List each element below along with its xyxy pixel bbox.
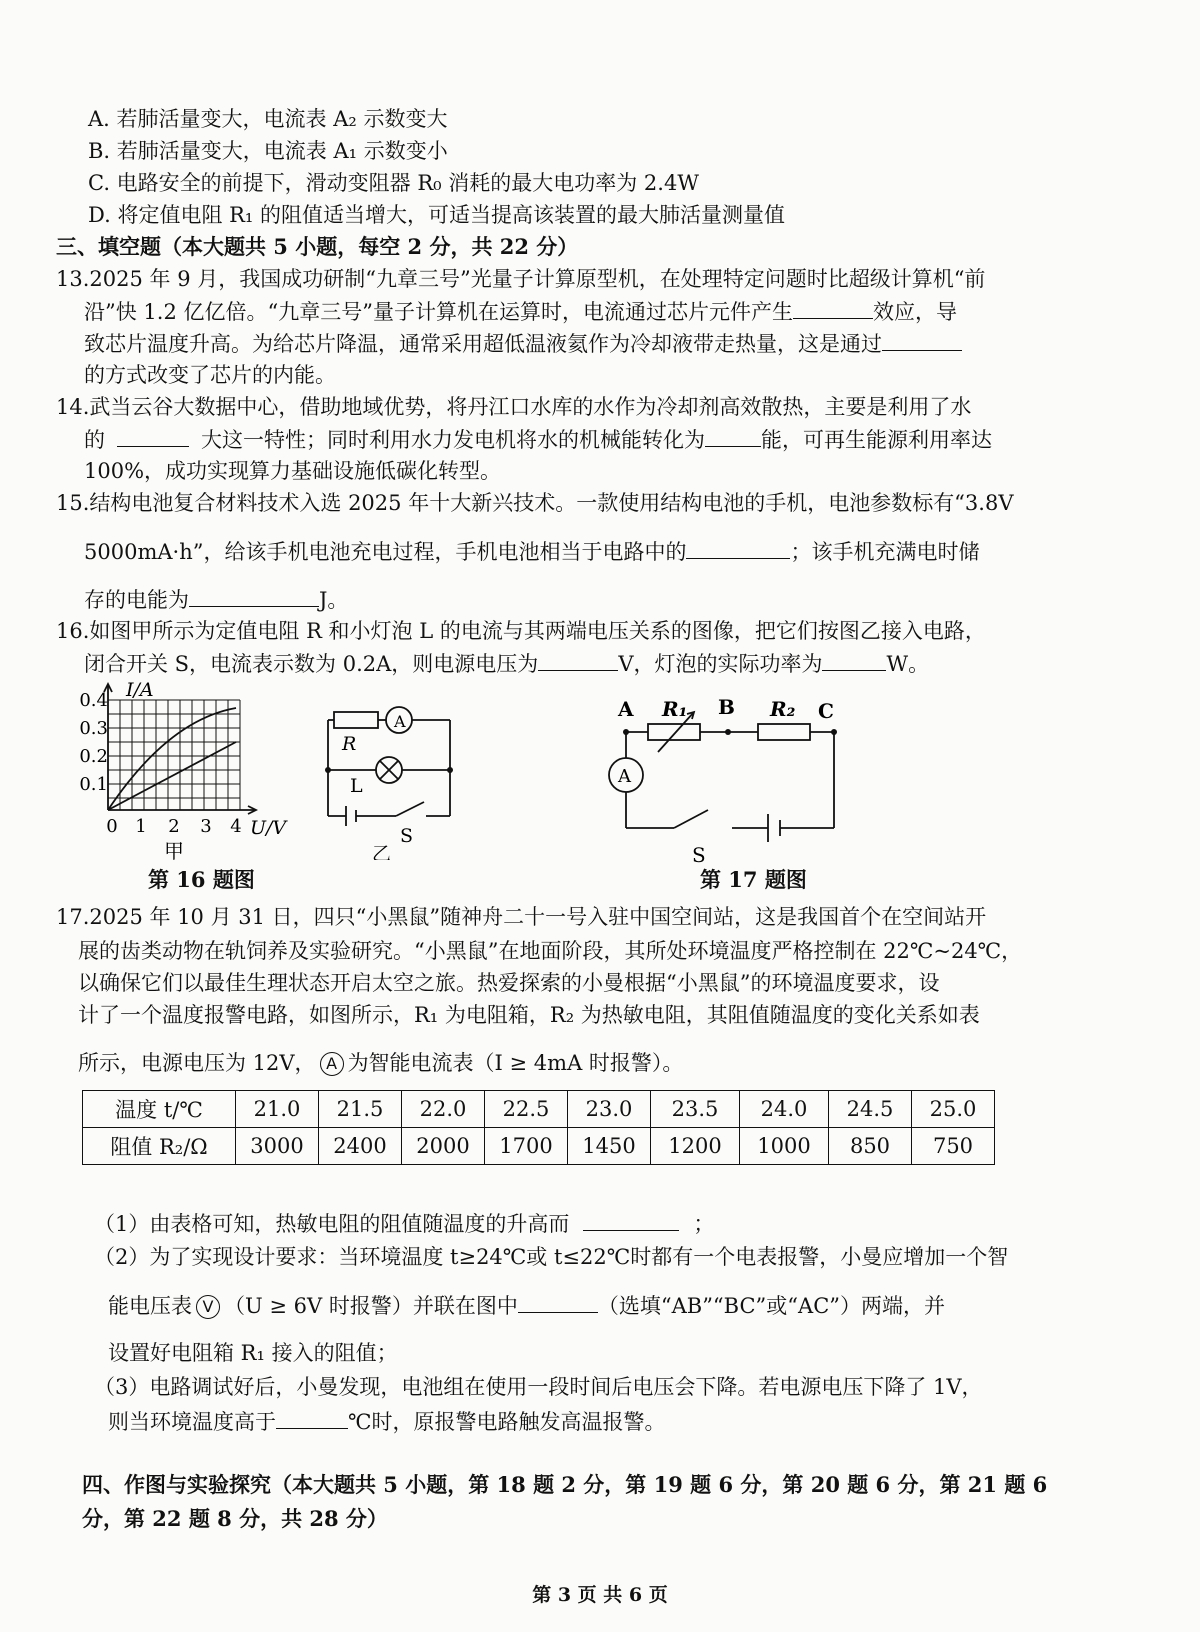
xtick: 1 <box>135 816 147 837</box>
switch-17 <box>674 810 708 828</box>
lamp-label: L <box>350 775 363 797</box>
q16-blank-2 <box>822 648 886 671</box>
q15-text: J。 <box>319 588 349 612</box>
q16-text: 闭合开关 S，电流表示数为 0.2A，则电源电压为 <box>84 652 539 676</box>
xtick: 2 <box>168 816 180 837</box>
resistor-label: R <box>342 733 357 755</box>
q17-blank-3 <box>276 1406 348 1429</box>
page-footer: 第 3 页 共 6 页 <box>532 1584 668 1606</box>
q15-line1: 15.结构电池复合材料技术入选 2025 年十大新兴技术。一款使用结构电池的手机，电池参数标有“3.8V <box>56 491 1014 515</box>
q17-text: 所示，电源电压为 12V， <box>78 1051 316 1075</box>
q15-line2 <box>84 536 979 567</box>
q16-blank-1 <box>538 648 618 671</box>
q17-sub-text: 能电压表 <box>108 1294 192 1318</box>
q14-blank-2 <box>705 424 761 447</box>
fig16-ylabel: I/A <box>126 680 154 701</box>
lamp-curve <box>108 708 236 810</box>
option-b: B. 若肺活量变大，电流表 A₁ 示数变小 <box>88 139 448 163</box>
table-cell: 23.5 <box>651 1091 740 1128</box>
table-head: 阻值 R₂/Ω <box>83 1128 236 1165</box>
ytick: 0.2 <box>79 746 108 767</box>
resistor-line <box>108 742 236 810</box>
option-d: D. 将定值电阻 R₁ 的阻值适当增大，可适当提高该装置的最大肺活量测量值 <box>88 203 786 227</box>
q14-line3: 100%，成功实现算力基础设施低碳化转型。 <box>84 459 502 483</box>
fig16-caption: 第 16 题图 <box>148 867 255 892</box>
q17-sub-text: 则当环境温度高于 <box>108 1410 276 1434</box>
q17-sub-text: ； <box>693 1212 715 1236</box>
q15-text: 存的电能为 <box>84 588 189 612</box>
xtick: 4 <box>230 816 242 837</box>
table-cell: 24.5 <box>829 1091 912 1128</box>
q14-blank-1 <box>117 424 189 447</box>
section-4-heading-line1: 四、作图与实验探究（本大题共 5 小题，第 18 题 2 分，第 19 题 6 分，第 20 题 6 分，第 21 题 6 <box>82 1472 1048 1497</box>
q13-text: 沿”快 1.2 亿亿倍。“九章三号”量子计算机在运算时，电流通过芯片元件产生 <box>84 300 793 324</box>
q17-blank-1 <box>583 1208 679 1231</box>
xtick: 0 <box>106 816 118 837</box>
ytick: 0.3 <box>79 718 108 739</box>
q17-sub2-line3: 设置好电阻箱 R₁ 接入的阻值； <box>108 1341 398 1365</box>
q16-line1: 16.如图甲所示为定值电阻 R 和小灯泡 L 的电流与其两端电压关系的图像，把它们按图乙接入电路， <box>56 619 986 643</box>
q17-line3: 以确保它们以最佳生理状态开启太空之旅。热爱探索的小曼根据“小黑鼠”的环境温度要求，设 <box>78 971 940 995</box>
q17-blank-2 <box>518 1290 598 1313</box>
q14-text: 的 <box>84 428 105 452</box>
fig16-xlabel: U/V <box>250 817 287 839</box>
q13-blank-1 <box>793 296 873 319</box>
q13-blank-2 <box>882 328 962 351</box>
section-3-heading: 三、填空题（本大题共 5 小题，每空 2 分，共 22 分） <box>56 234 579 259</box>
q16-text: W。 <box>886 652 930 676</box>
q14-text: 能，可再生能源利用率达 <box>761 428 992 452</box>
fig16-graph <box>78 680 308 860</box>
table-cell: 1700 <box>485 1128 568 1165</box>
section-4-heading-line2: 分，第 22 题 8 分，共 28 分） <box>82 1506 388 1531</box>
q14-text: 大这一特性；同时利用水力发电机将水的机械能转化为 <box>201 428 705 452</box>
q15-blank-1 <box>686 536 790 559</box>
table-cell: 1450 <box>568 1128 651 1165</box>
fig17-caption: 第 17 题图 <box>700 867 807 892</box>
q17-line2: 展的齿类动物在轨饲养及实验研究。“小黑鼠”在地面阶段，其所处环境温度严格控制在 22℃~24℃， <box>78 939 1023 963</box>
fig16-circuit <box>316 696 466 860</box>
table-cell: 23.0 <box>568 1091 651 1128</box>
q17-text: 为智能电流表（I ≥ 4mA 时报警）。 <box>347 1051 684 1075</box>
table-cell: 21.0 <box>236 1091 319 1128</box>
q15-line3 <box>84 584 348 615</box>
q17-sub-text: （U ≥ 6V 时报警）并联在图中 <box>224 1294 518 1318</box>
table-cell: 2400 <box>319 1128 402 1165</box>
ytick: 0.4 <box>79 690 108 711</box>
node-b: B <box>718 696 735 719</box>
table-row <box>83 1128 995 1165</box>
q17-line1: 17.2025 年 10 月 31 日，四只“小黑鼠”随神舟二十一号入驻中国空间站，这是我国首个在空间站开 <box>56 905 987 929</box>
table-cell: 3000 <box>236 1128 319 1165</box>
resistor-r1 <box>648 724 700 740</box>
q13-line4: 的方式改变了芯片的内能。 <box>84 363 336 387</box>
table-cell: 750 <box>912 1128 995 1165</box>
table-cell: 21.5 <box>319 1091 402 1128</box>
fig16-label-yi: 乙 <box>372 843 392 860</box>
table-cell: 22.5 <box>485 1091 568 1128</box>
q13-text: 致芯片温度升高。为给芯片降温，通常采用超低温液氦作为冷却液带走热量，这是通过 <box>84 332 882 356</box>
q13-line2 <box>84 296 957 327</box>
table-cell: 850 <box>829 1128 912 1165</box>
q17-sub2-line1: （2）为了实现设计要求：当环境温度 t≥24℃或 t≤22℃时都有一个电表报警，小曼应增加一个智 <box>94 1245 1009 1269</box>
ammeter-17-label: A <box>618 766 631 787</box>
option-c: C. 电路安全的前提下，滑动变阻器 R₀ 消耗的最大电功率为 2.4W <box>88 171 699 195</box>
q16-text: V，灯泡的实际功率为 <box>618 652 823 676</box>
voltmeter-symbol-icon: V <box>196 1295 220 1319</box>
q17-sub3-line1: （3）电路调试好后，小曼发现，电池组在使用一段时间后电压会下降。若电源电压下降了 1V， <box>94 1375 983 1399</box>
q13-text: 效应，导 <box>872 300 957 324</box>
switch-s <box>396 802 424 816</box>
q17-sub-text: ℃时，原报警电路触发高温报警。 <box>348 1410 666 1434</box>
q13-line1: 13.2025 年 9 月，我国成功研制“九章三号”光量子计算原型机，在处理特定问题时比超级计算机“前 <box>56 267 986 291</box>
q17-sub3-line2 <box>108 1406 666 1437</box>
q14-line2 <box>84 424 992 455</box>
q16-line2 <box>84 648 929 679</box>
q14-line1: 14.武当云谷大数据中心，借助地域优势，将丹江口水库的水作为冷却剂高效散热，主要是利用了水 <box>56 395 972 419</box>
table-cell: 24.0 <box>740 1091 829 1128</box>
table-row <box>83 1091 995 1128</box>
ytick: 0.1 <box>79 774 108 795</box>
q15-blank-2 <box>189 584 319 607</box>
q17-sub-text: （1）由表格可知，热敏电阻的阻值随温度的升高而 <box>94 1212 570 1236</box>
r2-label: R₂ <box>770 697 796 721</box>
q15-text: 5000mA·h”，给该手机电池充电过程，手机电池相当于电路中的 <box>84 540 687 564</box>
fig16-label-jia: 甲 <box>164 839 184 860</box>
q15-text: ；该手机充满电时储 <box>790 540 980 564</box>
q17-sub1 <box>94 1208 714 1239</box>
table-cell: 1200 <box>651 1128 740 1165</box>
node-a: A <box>618 697 634 721</box>
resistance-table <box>82 1090 995 1165</box>
ammeter-symbol-icon: A <box>320 1052 344 1076</box>
table-head: 温度 t/℃ <box>83 1091 236 1128</box>
q17-line4: 计了一个温度报警电路，如图所示，R₁ 为电阻箱，R₂ 为热敏电阻，其阻值随温度的变化关系如表 <box>78 1003 980 1027</box>
node-c: C <box>818 699 834 723</box>
table-cell: 1000 <box>740 1128 829 1165</box>
xtick: 3 <box>200 816 212 837</box>
switch-label: S <box>400 825 414 847</box>
q17-line5 <box>78 1048 683 1078</box>
r1-label: R₁ <box>662 697 688 721</box>
table-cell: 2000 <box>402 1128 485 1165</box>
q13-line3 <box>84 328 962 359</box>
q17-sub-text: （选填“AB”“BC”或“AC”）两端，并 <box>597 1294 945 1318</box>
resistor-r <box>334 712 378 728</box>
q17-sub2-line2 <box>108 1290 945 1321</box>
ammeter-label: A <box>394 712 406 731</box>
option-a: A. 若肺活量变大，电流表 A₂ 示数变大 <box>88 107 448 131</box>
fig17-circuit <box>608 696 888 866</box>
resistor-r2 <box>758 724 810 740</box>
table-cell: 22.0 <box>402 1091 485 1128</box>
switch-17-label: S <box>692 843 706 866</box>
table-cell: 25.0 <box>912 1091 995 1128</box>
